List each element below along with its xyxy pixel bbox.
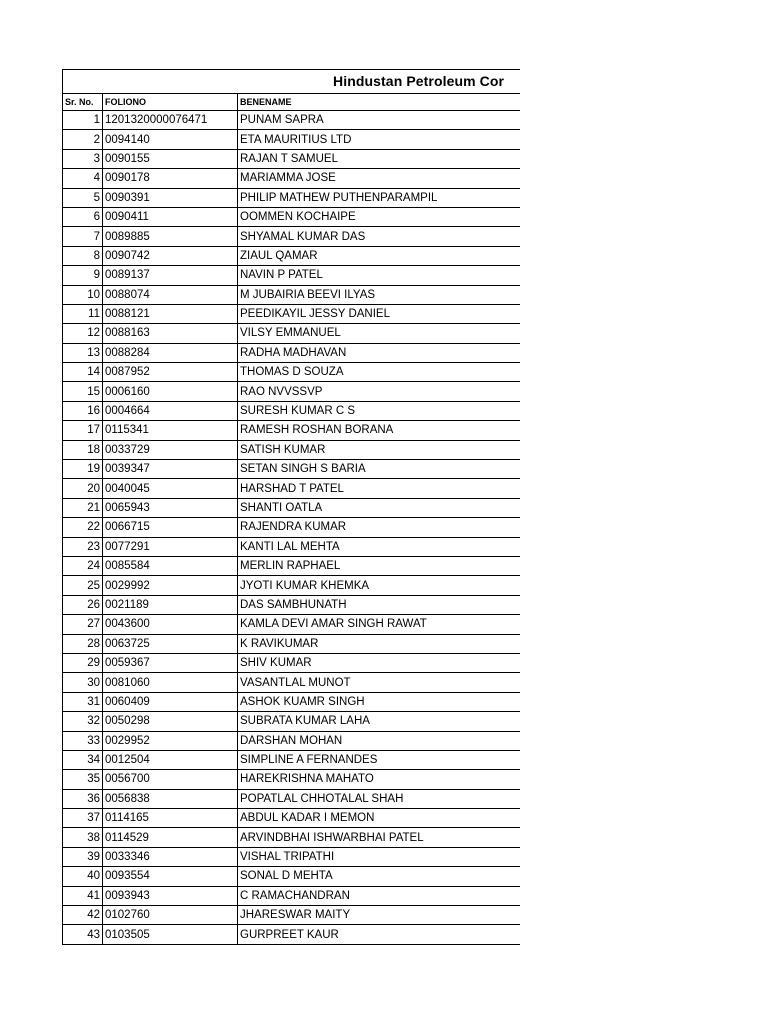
folio-no-cell: 0115341 [103, 421, 238, 440]
bene-name-cell: PHILIP MATHEW PUTHENPARAMPIL [238, 188, 521, 207]
table-row [63, 266, 520, 285]
table-row [63, 227, 520, 246]
folio-no-cell: 0089885 [103, 227, 238, 246]
table-row [63, 750, 520, 769]
header-sr-no: Sr. No. [63, 94, 103, 111]
title-row [63, 70, 520, 94]
bene-name-cell: RADHA MADHAVAN [238, 343, 521, 362]
table-row [63, 712, 520, 731]
folio-no-cell: 0090411 [103, 207, 238, 226]
data-table [63, 94, 520, 945]
table-row [63, 343, 520, 362]
sr-no-cell: 37 [63, 809, 103, 828]
bene-name-cell: PEEDIKAYIL JESSY DANIEL [238, 304, 521, 323]
bene-name-cell: KANTI LAL MEHTA [238, 537, 521, 556]
sr-no-cell: 38 [63, 828, 103, 847]
folio-no-cell: 0102760 [103, 906, 238, 925]
table-row [63, 576, 520, 595]
sr-no-cell: 24 [63, 556, 103, 575]
table-row [63, 556, 520, 575]
sr-no-cell: 35 [63, 770, 103, 789]
table-row [63, 440, 520, 459]
bene-name-cell: ABDUL KADAR I MEMON [238, 809, 521, 828]
sr-no-cell: 3 [63, 149, 103, 168]
table-row [63, 537, 520, 556]
table-row [63, 460, 520, 479]
bene-name-cell: SHIV KUMAR [238, 653, 521, 672]
bene-name-cell: MERLIN RAPHAEL [238, 556, 521, 575]
folio-no-cell: 0088163 [103, 324, 238, 343]
table-row [63, 246, 520, 265]
folio-no-cell: 0056838 [103, 789, 238, 808]
folio-no-cell: 0065943 [103, 498, 238, 517]
table-row [63, 770, 520, 789]
bene-name-cell: SHYAMAL KUMAR DAS [238, 227, 521, 246]
folio-no-cell: 0094140 [103, 130, 238, 149]
bene-name-cell: OOMMEN KOCHAIPE [238, 207, 521, 226]
sr-no-cell: 43 [63, 925, 103, 944]
folio-no-cell: 0040045 [103, 479, 238, 498]
sr-no-cell: 16 [63, 401, 103, 420]
folio-no-cell: 0056700 [103, 770, 238, 789]
bene-name-cell: MARIAMMA JOSE [238, 169, 521, 188]
folio-no-cell: 0103505 [103, 925, 238, 944]
bene-name-cell: RAO NVVSSVP [238, 382, 521, 401]
sr-no-cell: 29 [63, 653, 103, 672]
sr-no-cell: 26 [63, 595, 103, 614]
table-row [63, 828, 520, 847]
bene-name-cell: RAJAN T SAMUEL [238, 149, 521, 168]
header-row [63, 94, 520, 111]
sr-no-cell: 12 [63, 324, 103, 343]
table-row [63, 401, 520, 420]
table-row [63, 479, 520, 498]
folio-no-cell: 0089137 [103, 266, 238, 285]
folio-no-cell: 0088121 [103, 304, 238, 323]
bene-name-cell: ZIAUL QAMAR [238, 246, 521, 265]
folio-no-cell: 0090155 [103, 149, 238, 168]
sr-no-cell: 18 [63, 440, 103, 459]
sr-no-cell: 9 [63, 266, 103, 285]
sr-no-cell: 41 [63, 886, 103, 905]
folio-no-cell: 0090742 [103, 246, 238, 265]
folio-no-cell: 0060409 [103, 692, 238, 711]
table-row [63, 324, 520, 343]
table-row [63, 518, 520, 537]
folio-no-cell: 0050298 [103, 712, 238, 731]
bene-name-cell: ETA MAURITIUS LTD [238, 130, 521, 149]
folio-no-cell: 0090391 [103, 188, 238, 207]
bene-name-cell: VILSY EMMANUEL [238, 324, 521, 343]
bene-name-cell: PUNAM SAPRA [238, 111, 521, 130]
folio-no-cell: 0114529 [103, 828, 238, 847]
folio-no-cell: 0043600 [103, 615, 238, 634]
bene-name-cell: NAVIN P PATEL [238, 266, 521, 285]
sr-no-cell: 23 [63, 537, 103, 556]
table-row [63, 382, 520, 401]
sr-no-cell: 40 [63, 867, 103, 886]
bene-name-cell: DAS SAMBHUNATH [238, 595, 521, 614]
bene-name-cell: SATISH KUMAR [238, 440, 521, 459]
bene-name-cell: K RAVIKUMAR [238, 634, 521, 653]
sr-no-cell: 31 [63, 692, 103, 711]
sr-no-cell: 25 [63, 576, 103, 595]
sr-no-cell: 11 [63, 304, 103, 323]
bene-name-cell: JYOTI KUMAR KHEMKA [238, 576, 521, 595]
table-row [63, 906, 520, 925]
table-row [63, 925, 520, 944]
sr-no-cell: 2 [63, 130, 103, 149]
folio-no-cell: 0004664 [103, 401, 238, 420]
sr-no-cell: 6 [63, 207, 103, 226]
folio-no-cell: 0063725 [103, 634, 238, 653]
bene-name-cell: SETAN SINGH S BARIA [238, 460, 521, 479]
sr-no-cell: 32 [63, 712, 103, 731]
bene-name-cell: HAREKRISHNA MAHATO [238, 770, 521, 789]
sr-no-cell: 15 [63, 382, 103, 401]
sr-no-cell: 13 [63, 343, 103, 362]
table-row [63, 363, 520, 382]
bene-name-cell: VASANTLAL MUNOT [238, 673, 521, 692]
sr-no-cell: 42 [63, 906, 103, 925]
folio-no-cell: 0066715 [103, 518, 238, 537]
bene-name-cell: ASHOK KUAMR SINGH [238, 692, 521, 711]
sheet-title: Hindustan Petroleum Cor [333, 73, 505, 89]
sr-no-cell: 39 [63, 847, 103, 866]
bene-name-cell: ARVINDBHAI ISHWARBHAI PATEL [238, 828, 521, 847]
sr-no-cell: 22 [63, 518, 103, 537]
folio-no-cell: 0012504 [103, 750, 238, 769]
table-row [63, 188, 520, 207]
table-row [63, 692, 520, 711]
sr-no-cell: 30 [63, 673, 103, 692]
bene-name-cell: SHANTI OATLA [238, 498, 521, 517]
folio-no-cell: 0093943 [103, 886, 238, 905]
sr-no-cell: 17 [63, 421, 103, 440]
sr-no-cell: 36 [63, 789, 103, 808]
table-row [63, 595, 520, 614]
folio-no-cell: 0029992 [103, 576, 238, 595]
bene-name-cell: KAMLA DEVI AMAR SINGH RAWAT [238, 615, 521, 634]
sr-no-cell: 14 [63, 363, 103, 382]
table-row [63, 111, 520, 130]
sr-no-cell: 1 [63, 111, 103, 130]
folio-no-cell: 0114165 [103, 809, 238, 828]
folio-no-cell: 0090178 [103, 169, 238, 188]
bene-name-cell: VISHAL TRIPATHI [238, 847, 521, 866]
folio-no-cell: 0081060 [103, 673, 238, 692]
folio-no-cell: 0029952 [103, 731, 238, 750]
sr-no-cell: 7 [63, 227, 103, 246]
folio-no-cell: 0088074 [103, 285, 238, 304]
bene-name-cell: HARSHAD T PATEL [238, 479, 521, 498]
sr-no-cell: 8 [63, 246, 103, 265]
spreadsheet [62, 69, 520, 945]
table-row [63, 498, 520, 517]
table-row [63, 653, 520, 672]
folio-no-cell: 0077291 [103, 537, 238, 556]
bene-name-cell: THOMAS D SOUZA [238, 363, 521, 382]
sr-no-cell: 21 [63, 498, 103, 517]
folio-no-cell: 0087952 [103, 363, 238, 382]
folio-no-cell: 0006160 [103, 382, 238, 401]
table-row [63, 673, 520, 692]
sr-no-cell: 33 [63, 731, 103, 750]
table-row [63, 847, 520, 866]
bene-name-cell: SONAL D MEHTA [238, 867, 521, 886]
sr-no-cell: 10 [63, 285, 103, 304]
sr-no-cell: 34 [63, 750, 103, 769]
table-row [63, 731, 520, 750]
sr-no-cell: 19 [63, 460, 103, 479]
folio-no-cell: 0039347 [103, 460, 238, 479]
bene-name-cell: GURPREET KAUR [238, 925, 521, 944]
bene-name-cell: JHARESWAR MAITY [238, 906, 521, 925]
folio-no-cell: 0093554 [103, 867, 238, 886]
table-row [63, 634, 520, 653]
table-row [63, 886, 520, 905]
sr-no-cell: 28 [63, 634, 103, 653]
folio-no-cell: 1201320000076471 [103, 111, 238, 130]
folio-no-cell: 0033729 [103, 440, 238, 459]
bene-name-cell: RAMESH ROSHAN BORANA [238, 421, 521, 440]
folio-no-cell: 0033346 [103, 847, 238, 866]
bene-name-cell: M JUBAIRIA BEEVI ILYAS [238, 285, 521, 304]
table-row [63, 615, 520, 634]
table-row [63, 789, 520, 808]
table-row [63, 304, 520, 323]
sr-no-cell: 4 [63, 169, 103, 188]
table-row [63, 207, 520, 226]
header-folio-no: FOLIONO [103, 94, 238, 111]
table-row [63, 809, 520, 828]
sr-no-cell: 5 [63, 188, 103, 207]
sr-no-cell: 27 [63, 615, 103, 634]
bene-name-cell: RAJENDRA KUMAR [238, 518, 521, 537]
bene-name-cell: SUBRATA KUMAR LAHA [238, 712, 521, 731]
table-row [63, 169, 520, 188]
header-bene-name: BENENAME [238, 94, 521, 111]
folio-no-cell: 0088284 [103, 343, 238, 362]
folio-no-cell: 0059367 [103, 653, 238, 672]
sr-no-cell: 20 [63, 479, 103, 498]
bene-name-cell: SIMPLINE A FERNANDES [238, 750, 521, 769]
bene-name-cell: POPATLAL CHHOTALAL SHAH [238, 789, 521, 808]
bene-name-cell: DARSHAN MOHAN [238, 731, 521, 750]
table-row [63, 130, 520, 149]
folio-no-cell: 0085584 [103, 556, 238, 575]
table-row [63, 867, 520, 886]
folio-no-cell: 0021189 [103, 595, 238, 614]
bene-name-cell: C RAMACHANDRAN [238, 886, 521, 905]
table-row [63, 421, 520, 440]
table-row [63, 149, 520, 168]
bene-name-cell: SURESH KUMAR C S [238, 401, 521, 420]
table-row [63, 285, 520, 304]
